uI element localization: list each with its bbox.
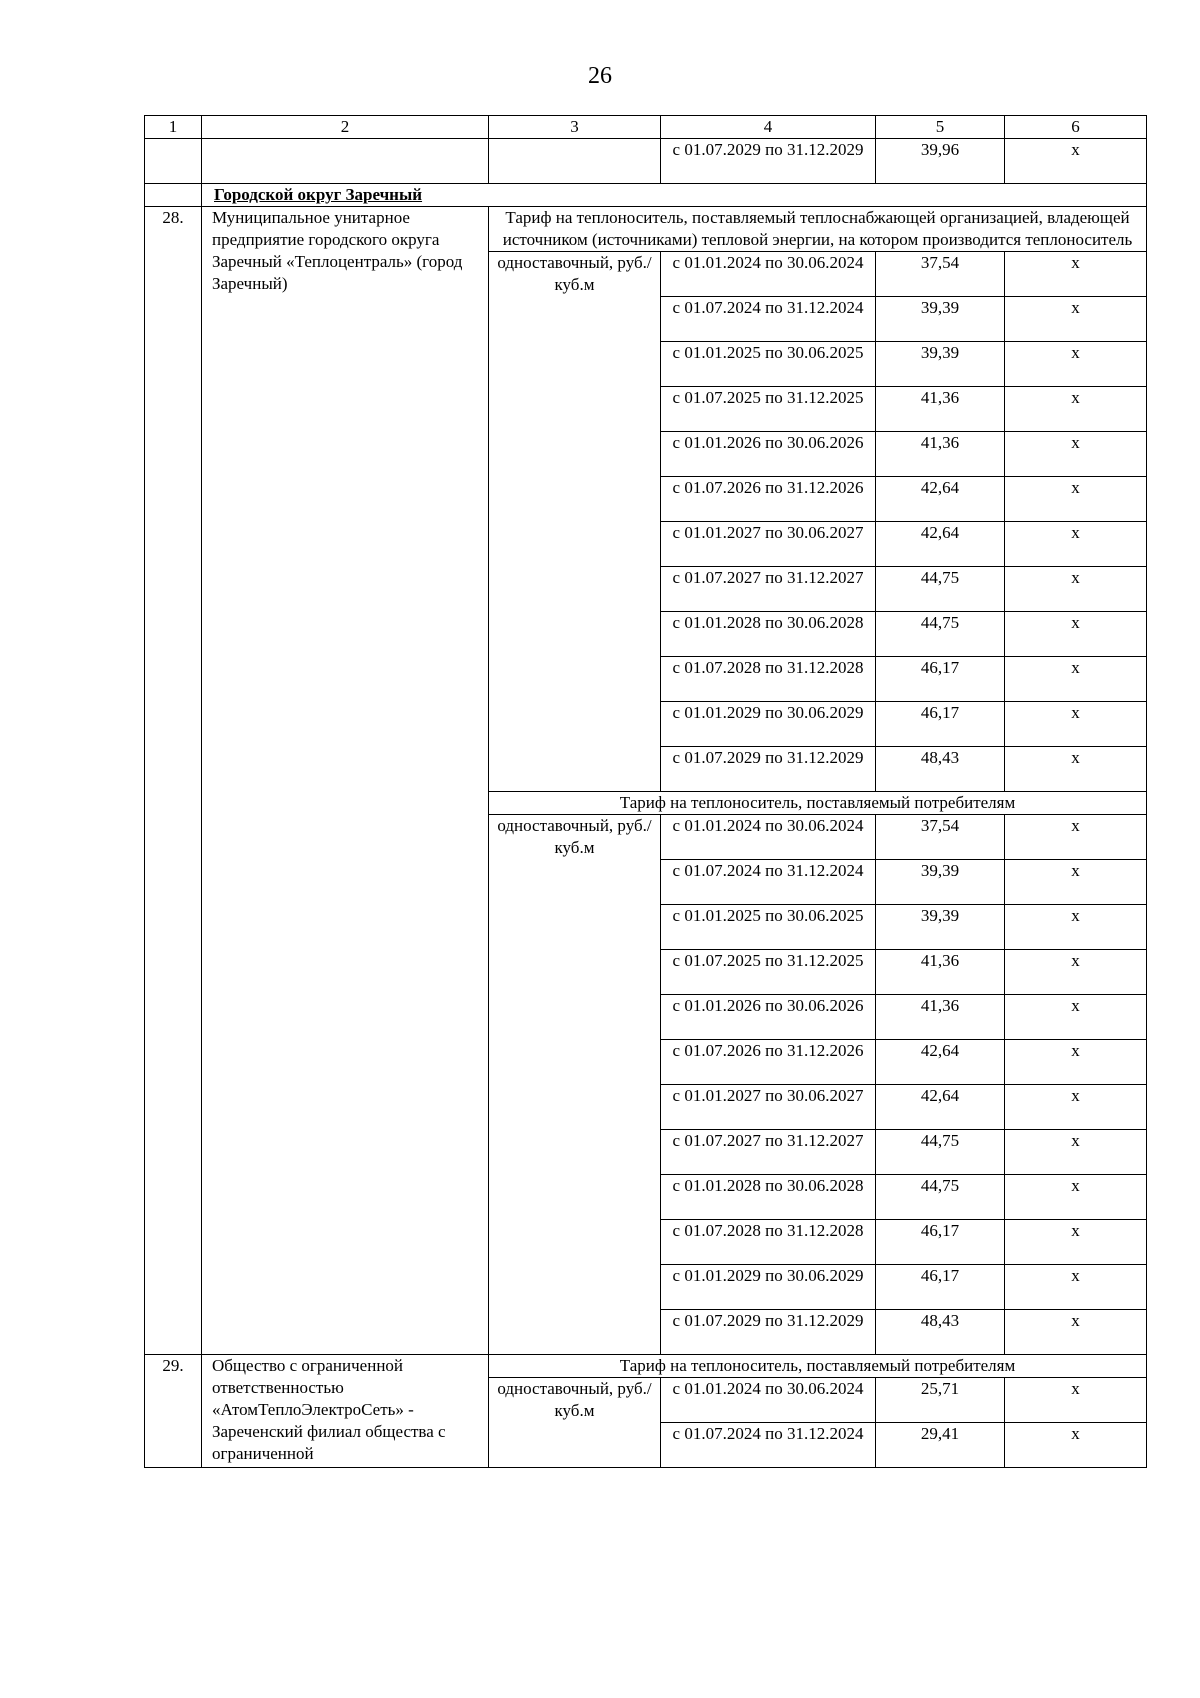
value-cell: 39,39 [876, 297, 1005, 342]
value-cell: 46,17 [876, 657, 1005, 702]
mark-cell: х [1005, 657, 1147, 702]
period-cell: с 01.01.2027 по 30.06.2027 [661, 522, 876, 567]
period-cell: с 01.07.2026 по 31.12.2026 [661, 477, 876, 522]
period-cell: с 01.01.2029 по 30.06.2029 [661, 1265, 876, 1310]
value-cell: 37,54 [876, 252, 1005, 297]
period-cell: с 01.01.2024 по 30.06.2024 [661, 1378, 876, 1423]
mark-cell: х [1005, 1040, 1147, 1085]
column-header: 2 [202, 116, 489, 139]
value-cell: 46,17 [876, 1265, 1005, 1310]
entry-number: 28. [145, 207, 202, 1355]
value-cell: 44,75 [876, 1130, 1005, 1175]
table-row [145, 139, 1147, 184]
mark-cell: х [1005, 1220, 1147, 1265]
period-cell: с 01.01.2027 по 30.06.2027 [661, 1085, 876, 1130]
mark-cell: х [1005, 905, 1147, 950]
period-cell: с 01.01.2025 по 30.06.2025 [661, 342, 876, 387]
value-cell: 37,54 [876, 815, 1005, 860]
district-row [145, 184, 1147, 207]
period-cell: с 01.07.2027 по 31.12.2027 [661, 1130, 876, 1175]
period-cell: с 01.01.2024 по 30.06.2024 [661, 815, 876, 860]
value-cell: 25,71 [876, 1378, 1005, 1423]
mark-cell: х [1005, 860, 1147, 905]
period-cell: с 01.07.2024 по 31.12.2024 [661, 297, 876, 342]
value-cell: 42,64 [876, 522, 1005, 567]
value-cell: 42,64 [876, 1040, 1005, 1085]
period-cell: с 01.07.2028 по 31.12.2028 [661, 1220, 876, 1265]
period-cell: с 01.01.2025 по 30.06.2025 [661, 905, 876, 950]
mark-cell: х [1005, 1085, 1147, 1130]
period-cell: с 01.07.2026 по 31.12.2026 [661, 1040, 876, 1085]
value-cell: 39,39 [876, 905, 1005, 950]
rate-type-cell: одноставочный, руб./куб.м [489, 815, 661, 1355]
mark-cell: х [1005, 1378, 1147, 1423]
mark-cell: х [1005, 1310, 1147, 1355]
period-cell: с 01.07.2029 по 31.12.2029 [661, 747, 876, 792]
column-header: 4 [661, 116, 876, 139]
tariff-group-row [145, 207, 1147, 252]
period-cell: с 01.07.2025 по 31.12.2025 [661, 950, 876, 995]
mark-cell: х [1005, 1130, 1147, 1175]
mark-cell: х [1005, 747, 1147, 792]
period-cell: с 01.07.2027 по 31.12.2027 [661, 567, 876, 612]
value-cell: 39,96 [876, 139, 1005, 184]
period-cell: с 01.07.2024 по 31.12.2024 [661, 860, 876, 905]
mark-cell: х [1005, 612, 1147, 657]
empty-cell [145, 139, 202, 184]
tariff-group-title: Тариф на теплоноситель, поставляемый теплоснабжающей организацией, владеющей источником (источниками) тепловой энергии, на котором производится теплоноситель [489, 207, 1147, 252]
column-header: 3 [489, 116, 661, 139]
page-number: 26 [588, 63, 612, 89]
value-cell: 41,36 [876, 432, 1005, 477]
period-cell: с 01.07.2028 по 31.12.2028 [661, 657, 876, 702]
period-cell: с 01.01.2028 по 30.06.2028 [661, 1175, 876, 1220]
mark-cell: х [1005, 432, 1147, 477]
rate-type-cell: одноставочный, руб./куб.м [489, 252, 661, 792]
period-cell: с 01.01.2026 по 30.06.2026 [661, 432, 876, 477]
mark-cell: х [1005, 950, 1147, 995]
value-cell: 46,17 [876, 1220, 1005, 1265]
period-cell: с 01.01.2029 по 30.06.2029 [661, 702, 876, 747]
value-cell: 48,43 [876, 747, 1005, 792]
tariff-group-title: Тариф на теплоноситель, поставляемый потребителям [489, 1355, 1147, 1378]
empty-cell [489, 139, 661, 184]
mark-cell: х [1005, 297, 1147, 342]
mark-cell: х [1005, 387, 1147, 432]
mark-cell: х [1005, 995, 1147, 1040]
period-cell: с 01.01.2028 по 30.06.2028 [661, 612, 876, 657]
value-cell: 48,43 [876, 1310, 1005, 1355]
value-cell: 39,39 [876, 860, 1005, 905]
value-cell: 29,41 [876, 1423, 1005, 1468]
mark-cell: х [1005, 342, 1147, 387]
value-cell: 42,64 [876, 1085, 1005, 1130]
value-cell: 44,75 [876, 1175, 1005, 1220]
value-cell: 39,39 [876, 342, 1005, 387]
empty-cell [145, 184, 202, 207]
mark-cell: х [1005, 252, 1147, 297]
column-header-row [145, 116, 1147, 139]
column-header: 5 [876, 116, 1005, 139]
mark-cell: х [1005, 702, 1147, 747]
entry-number: 29. [145, 1355, 202, 1468]
mark-cell: х [1005, 139, 1147, 184]
column-header: 1 [145, 116, 202, 139]
mark-cell: х [1005, 815, 1147, 860]
tariff-table [144, 115, 1147, 1468]
rate-type-cell: одноставочный, руб./куб.м [489, 1378, 661, 1468]
mark-cell: х [1005, 1265, 1147, 1310]
tariff-group-title: Тариф на теплоноситель, поставляемый потребителям [489, 792, 1147, 815]
period-cell: с 01.01.2024 по 30.06.2024 [661, 252, 876, 297]
mark-cell: х [1005, 567, 1147, 612]
value-cell: 41,36 [876, 387, 1005, 432]
mark-cell: х [1005, 477, 1147, 522]
period-cell: с 01.01.2026 по 30.06.2026 [661, 995, 876, 1040]
empty-cell [202, 139, 489, 184]
organization-name: Муниципальное унитарное предприятие городского округа Заречный «Теплоцентраль» (город Заречный) [202, 207, 489, 1355]
period-cell: с 01.07.2025 по 31.12.2025 [661, 387, 876, 432]
value-cell: 41,36 [876, 950, 1005, 995]
value-cell: 44,75 [876, 567, 1005, 612]
column-header: 6 [1005, 116, 1147, 139]
value-cell: 44,75 [876, 612, 1005, 657]
mark-cell: х [1005, 1423, 1147, 1468]
period-cell: с 01.07.2029 по 31.12.2029 [661, 139, 876, 184]
value-cell: 46,17 [876, 702, 1005, 747]
organization-name: Общество с ограниченной ответственностью «АтомТеплоЭлектроСеть» - Зареченский филиал общества с ограниченной [202, 1355, 489, 1468]
mark-cell: х [1005, 522, 1147, 567]
period-cell: с 01.07.2024 по 31.12.2024 [661, 1423, 876, 1468]
tariff-group-row [145, 1355, 1147, 1378]
mark-cell: х [1005, 1175, 1147, 1220]
value-cell: 41,36 [876, 995, 1005, 1040]
period-cell: с 01.07.2029 по 31.12.2029 [661, 1310, 876, 1355]
value-cell: 42,64 [876, 477, 1005, 522]
district-title: Городской округ Заречный [202, 184, 1147, 207]
